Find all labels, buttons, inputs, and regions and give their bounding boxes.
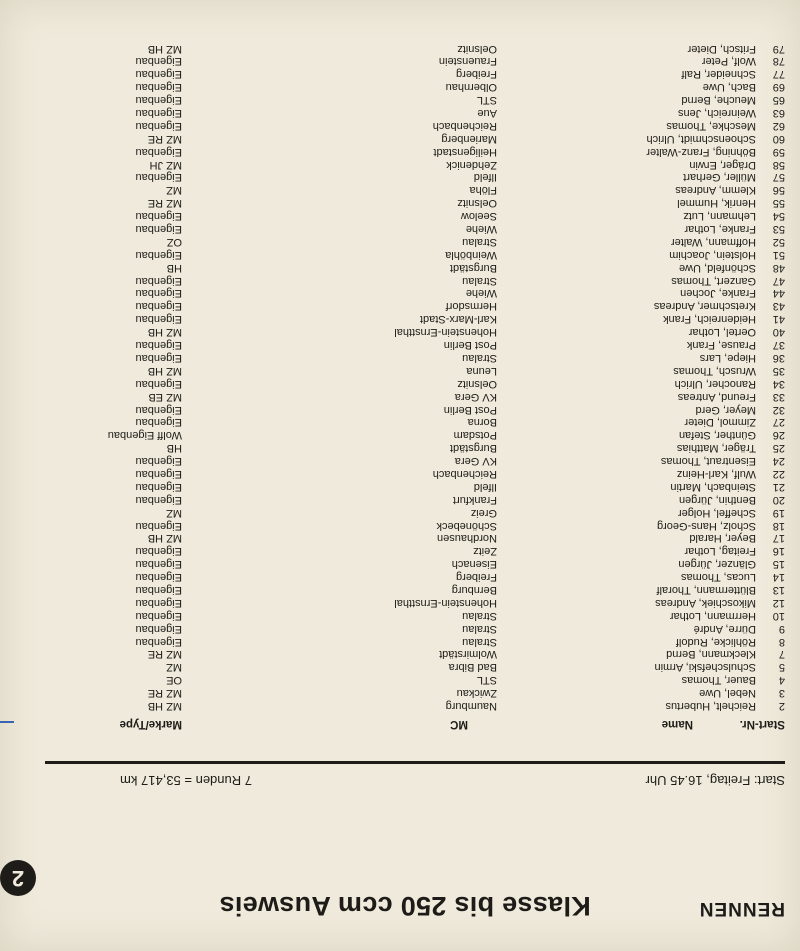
entry-club: KV Gera	[454, 390, 497, 403]
entry-start-nr: 34	[772, 377, 785, 390]
entry-make: Eigenbau	[135, 313, 182, 326]
entry-name: Wrusch, Thomas	[673, 364, 756, 377]
entry-row	[0, 544, 800, 557]
entry-name: Hoffmann, Walter	[671, 235, 756, 248]
entry-start-nr: 60	[772, 132, 785, 145]
entry-start-nr: 24	[772, 455, 785, 468]
entry-make: Eigenbau	[135, 68, 182, 81]
entry-name: Günther, Stefan	[678, 429, 756, 442]
entry-row	[0, 480, 800, 493]
entry-club: Bernburg	[451, 583, 497, 596]
entry-name: Schoenschmidt, Ulrich	[646, 132, 756, 145]
entry-name: Eisentraut, Thomas	[660, 455, 756, 468]
entry-name: Wulf, Karl-Heinz	[676, 467, 756, 480]
entry-start-nr: 79	[772, 42, 785, 55]
entry-club: Flöha	[469, 184, 497, 197]
entry-start-nr: 78	[772, 55, 785, 68]
entry-start-nr: 52	[772, 235, 785, 248]
entry-name: Schulschefski, Armin	[654, 661, 756, 674]
entry-row	[0, 596, 800, 609]
entry-club: Heiligenstadt	[433, 145, 497, 158]
entry-row	[0, 648, 800, 661]
entry-name: Prause, Frank	[686, 339, 756, 352]
entry-start-nr: 4	[778, 674, 785, 687]
entry-club: Stralau	[462, 635, 497, 648]
entry-club: Wiehe	[465, 287, 497, 300]
entry-start-nr: 62	[772, 119, 785, 132]
entry-club: Oelsnitz	[457, 197, 497, 210]
entry-row	[0, 80, 800, 93]
entry-start-nr: 56	[772, 184, 785, 197]
entry-row	[0, 287, 800, 300]
entry-start-nr: 10	[772, 609, 785, 622]
entry-row	[0, 660, 800, 673]
entry-row	[0, 622, 800, 635]
entry-row	[0, 493, 800, 506]
pen-mark	[0, 721, 14, 723]
entry-club: Borna	[467, 416, 497, 429]
entry-club: Greiz	[470, 506, 497, 519]
entry-row	[0, 467, 800, 480]
entry-name: Böhning, Franz-Walter	[646, 145, 756, 158]
entry-club: Zwickau	[456, 687, 497, 700]
entry-make: Eigenbau	[135, 416, 182, 429]
entry-start-nr: 15	[772, 558, 785, 571]
entry-make: Eigenbau	[135, 300, 182, 313]
entry-name: Freitag, Lothar	[684, 545, 756, 558]
entry-name: Träger, Matthias	[676, 442, 756, 455]
entry-row	[0, 300, 800, 313]
entry-name: Henrik, Hummel	[677, 197, 756, 210]
entry-row	[0, 106, 800, 119]
entry-club: Zehdenick	[446, 158, 497, 171]
entry-row	[0, 506, 800, 519]
entry-start-nr: 8	[778, 635, 785, 648]
entry-row	[0, 364, 800, 377]
class-title: Klasse bis 250 ccm Ausweis	[219, 891, 591, 921]
col-header-mc: MC	[450, 718, 468, 730]
entry-start-nr: 13	[772, 583, 785, 596]
entry-club: Freiberg	[456, 571, 497, 584]
entry-make: Eigenbau	[135, 119, 182, 132]
entry-club: Oelsnitz	[457, 377, 497, 390]
entry-club: Zeitz	[473, 545, 497, 558]
entry-row	[0, 673, 800, 686]
entry-start-nr: 53	[772, 223, 785, 236]
entry-row	[0, 570, 800, 583]
entry-start-nr: 33	[772, 390, 785, 403]
entry-row	[0, 699, 800, 712]
entry-row	[0, 132, 800, 145]
entry-club: Marienberg	[441, 132, 497, 145]
entry-club: Aue	[477, 107, 497, 120]
entry-make: Eigenbau	[135, 55, 182, 68]
entry-row	[0, 377, 800, 390]
entry-make: Eigenbau	[135, 403, 182, 416]
entry-name: Scholz, Hans-Georg	[656, 519, 756, 532]
entry-name: Dürre, André	[693, 622, 756, 635]
entry-name: Dräger, Erwin	[689, 158, 756, 171]
entry-row	[0, 609, 800, 622]
entry-row	[0, 454, 800, 467]
entry-start-nr: 37	[772, 339, 785, 352]
entry-make: Wolff Eigenbau	[107, 429, 182, 442]
entry-club: Schönebeck	[436, 519, 497, 532]
entry-start-nr: 17	[772, 532, 785, 545]
entry-start-nr: 14	[772, 571, 785, 584]
entry-name: Schneider, Ralf	[681, 68, 756, 81]
entry-make: Eigenbau	[135, 455, 182, 468]
entry-start-nr: 3	[778, 687, 785, 700]
entry-start-nr: 26	[772, 429, 785, 442]
entry-start-nr: 43	[772, 300, 785, 313]
entry-make: Eigenbau	[135, 558, 182, 571]
entry-make: MZ RE	[147, 687, 182, 700]
entry-make: Eigenbau	[135, 519, 182, 532]
entry-name: Benthin, Jürgen	[678, 493, 756, 506]
entry-name: Hiepe, Lars	[699, 351, 756, 364]
entry-make: Eigenbau	[135, 171, 182, 184]
entry-make: Eigenbau	[135, 467, 182, 480]
entry-club: STL	[476, 674, 497, 687]
entry-make: Eigenbau	[135, 583, 182, 596]
entry-row	[0, 686, 800, 699]
entry-start-nr: 18	[772, 519, 785, 532]
entry-start-nr: 16	[772, 545, 785, 558]
entry-make: Eigenbau	[135, 274, 182, 287]
entry-list	[0, 42, 800, 712]
entry-club: Nordhausen	[437, 532, 497, 545]
entry-row	[0, 55, 800, 68]
entry-name: Steinbach, Martin	[670, 480, 756, 493]
entry-start-nr: 36	[772, 351, 785, 364]
entry-row	[0, 171, 800, 184]
entry-make: MZ	[166, 661, 182, 674]
entry-name: Zimmol, Dieter	[684, 416, 756, 429]
entry-make: MZ HB	[147, 364, 182, 377]
entry-row	[0, 93, 800, 106]
entry-make: Eigenbau	[135, 609, 182, 622]
entry-start-nr: 22	[772, 467, 785, 480]
entry-start-nr: 7	[778, 648, 785, 661]
entry-club: Potsdam	[453, 429, 497, 442]
entry-club: Freiberg	[456, 68, 497, 81]
entry-name: Bauer, Thomas	[681, 674, 756, 687]
entry-make: Eigenbau	[135, 287, 182, 300]
entry-make: Eigenbau	[135, 107, 182, 120]
entry-start-nr: 48	[772, 261, 785, 274]
entry-row	[0, 67, 800, 80]
entry-club: Ilfeld	[473, 480, 497, 493]
entry-club: Naumburg	[445, 700, 497, 712]
entry-start-nr: 9	[778, 622, 785, 635]
entry-make: MZ RE	[147, 197, 182, 210]
entry-name: Meschke, Thomas	[666, 119, 756, 132]
entry-make: MZ HB	[147, 532, 182, 545]
entry-name: Ranocher, Ulrich	[674, 377, 756, 390]
entry-row	[0, 158, 800, 171]
entry-row	[0, 248, 800, 261]
entry-club: Stralau	[462, 351, 497, 364]
entry-row	[0, 325, 800, 338]
entry-club: Hohenstein-Ernstthal	[394, 326, 497, 339]
entry-make: MZ HB	[147, 326, 182, 339]
entry-club: Hohenstein-Ernstthal	[394, 596, 497, 609]
rennen-label: RENNEN	[698, 898, 785, 919]
entry-row	[0, 222, 800, 235]
entry-name: Wolf, Peter	[701, 55, 756, 68]
entry-club: Leuna	[466, 364, 497, 377]
col-header-marke: Marke/Type	[119, 718, 182, 730]
entry-make: MZ EB	[148, 390, 182, 403]
entry-row	[0, 145, 800, 158]
entry-name: Kretschmer, Andreas	[653, 300, 756, 313]
entry-name: Weinreich, Jens	[677, 107, 756, 120]
entry-start-nr: 63	[772, 107, 785, 120]
entry-name: Schönfeld, Uwe	[678, 261, 756, 274]
entry-start-nr: 55	[772, 197, 785, 210]
entry-club: Hermsdorf	[445, 300, 497, 313]
entry-row	[0, 428, 800, 441]
entry-start-nr: 40	[772, 326, 785, 339]
entry-club: Stralau	[462, 235, 497, 248]
entry-row	[0, 635, 800, 648]
entry-row	[0, 183, 800, 196]
entry-start-nr: 19	[772, 506, 785, 519]
entry-row	[0, 235, 800, 248]
entry-club: Post Berlin	[443, 403, 497, 416]
entry-name: Fritsch, Dieter	[687, 42, 756, 55]
entry-club: Burgstädt	[449, 261, 497, 274]
entry-start-nr: 59	[772, 145, 785, 158]
entry-row	[0, 312, 800, 325]
entry-make: HB	[166, 261, 182, 274]
entry-make: HB	[166, 442, 182, 455]
entry-club: Post Berlin	[443, 339, 497, 352]
entry-make: MZ RE	[147, 132, 182, 145]
entry-row	[0, 403, 800, 416]
entry-make: Eigenbau	[135, 248, 182, 261]
entry-name: Meyer, Gerd	[695, 403, 756, 416]
entry-make: Eigenbau	[135, 377, 182, 390]
entry-club: Ilfeld	[473, 171, 497, 184]
entry-start-nr: 5	[778, 661, 785, 674]
entry-club: Seelow	[460, 210, 497, 223]
entry-name: Herrmann, Lothar	[669, 609, 756, 622]
entry-start-nr: 54	[772, 210, 785, 223]
entry-make: MZ	[166, 506, 182, 519]
divider-rule	[45, 761, 785, 764]
entry-make: OE	[166, 674, 182, 687]
entry-name: Ganzert, Thomas	[671, 274, 756, 287]
entry-name: Kleckmann, Bernd	[666, 648, 756, 661]
entry-row	[0, 583, 800, 596]
entry-start-nr: 35	[772, 364, 785, 377]
entry-club: Oelsnitz	[457, 42, 497, 55]
entry-make: Eigenbau	[135, 545, 182, 558]
entry-club: Eisenach	[451, 558, 497, 571]
race-header	[25, 865, 785, 925]
entry-start-nr: 44	[772, 287, 785, 300]
entry-club: Stralau	[462, 622, 497, 635]
col-header-name: Name	[661, 718, 693, 730]
entry-name: Franke, Lothar	[684, 223, 756, 236]
entry-row	[0, 519, 800, 532]
entry-make: Eigenbau	[135, 571, 182, 584]
col-header-start-nr: Start-Nr.	[739, 718, 785, 730]
entry-name: Röhlicke, Rudolf	[675, 635, 756, 648]
entry-start-nr: 57	[772, 171, 785, 184]
entry-row	[0, 196, 800, 209]
entry-row	[0, 390, 800, 403]
entry-make: Eigenbau	[135, 493, 182, 506]
entry-name: Oertel, Lothar	[688, 326, 756, 339]
entry-start-nr: 21	[772, 480, 785, 493]
entry-name: Lucas, Thomas	[680, 571, 756, 584]
entry-make: Eigenbau	[135, 635, 182, 648]
entry-make: Eigenbau	[135, 145, 182, 158]
entry-club: Wolmirstädt	[439, 648, 497, 661]
entry-name: Müller, Gerhart	[683, 171, 756, 184]
entry-name: Mikoschiek, Andreas	[655, 596, 756, 609]
entry-name: Beyer, Harald	[689, 532, 756, 545]
entry-make: Eigenbau	[135, 622, 182, 635]
entry-row	[0, 557, 800, 570]
entry-make: MZ RE	[147, 648, 182, 661]
entry-start-nr: 2	[778, 700, 785, 712]
entry-start-nr: 65	[772, 94, 785, 107]
entry-club: Karl-Marx-Stadt	[419, 313, 497, 326]
entry-make: Eigenbau	[135, 339, 182, 352]
entry-name: Heidenreich, Frank	[663, 313, 756, 326]
entry-make: MZ	[166, 184, 182, 197]
entry-club: Burgstädt	[449, 442, 497, 455]
entry-club: Olbernhau	[445, 81, 497, 94]
entry-make: Eigenbau	[135, 351, 182, 364]
start-info: Start: Freitag, 16.45 Uhr	[645, 773, 785, 788]
entry-club: Stralau	[462, 274, 497, 287]
column-headers	[0, 714, 800, 730]
entry-club: Weinböhla	[445, 248, 497, 261]
entry-name: Lehmann, Lutz	[683, 210, 756, 223]
entry-row	[0, 351, 800, 364]
entry-start-nr: 77	[772, 68, 785, 81]
entry-start-nr: 27	[772, 416, 785, 429]
laps-info: 7 Runden = 53,417 km	[120, 773, 252, 788]
entry-row	[0, 42, 800, 55]
entry-row	[0, 274, 800, 287]
entry-name: Nebel, Uwe	[699, 687, 756, 700]
entry-name: Franke, Jochen	[680, 287, 756, 300]
entry-make: Eigenbau	[135, 596, 182, 609]
entry-name: Blüttermann, Thoralf	[656, 583, 756, 596]
entry-row	[0, 338, 800, 351]
entry-club: Stralau	[462, 609, 497, 622]
entry-name: Bach, Uwe	[702, 81, 756, 94]
entry-row	[0, 532, 800, 545]
entry-start-nr: 69	[772, 81, 785, 94]
entry-club: Reichenbach	[432, 119, 497, 132]
entry-name: Holstein, Joachim	[669, 248, 756, 261]
entry-start-nr: 58	[772, 158, 785, 171]
entry-make: MZ HB	[147, 42, 182, 55]
entry-make: OZ	[166, 235, 182, 248]
entry-make: Eigenbau	[135, 210, 182, 223]
entry-start-nr: 25	[772, 442, 785, 455]
entry-club: Frauenstein	[438, 55, 497, 68]
entry-club: Bad Bibra	[448, 661, 497, 674]
entry-name: Freund, Antreas	[677, 390, 756, 403]
entry-club: Frankfurt	[452, 493, 497, 506]
entry-name: Klemm, Andreas	[675, 184, 756, 197]
entry-name: Meuche, Bernd	[681, 94, 756, 107]
entry-make: MZ HB	[147, 700, 182, 712]
entry-club: Wiehe	[465, 223, 497, 236]
entry-name: Glänzer, Jürgen	[678, 558, 756, 571]
entry-row	[0, 261, 800, 274]
entry-club: STL	[476, 94, 497, 107]
entry-club: Reichenbach	[432, 467, 497, 480]
entry-make: Eigenbau	[135, 223, 182, 236]
race-number: 2	[0, 860, 36, 896]
entry-make: Eigenbau	[135, 81, 182, 94]
entry-start-nr: 51	[772, 248, 785, 261]
entry-make: Eigenbau	[135, 94, 182, 107]
entry-start-nr: 20	[772, 493, 785, 506]
entry-row	[0, 416, 800, 429]
entry-start-nr: 41	[772, 313, 785, 326]
entry-make: MZ JH	[149, 158, 182, 171]
entry-row	[0, 209, 800, 222]
entry-row	[0, 119, 800, 132]
entry-start-nr: 32	[772, 403, 785, 416]
entry-start-nr: 47	[772, 274, 785, 287]
entry-name: Scheffel, Holger	[677, 506, 756, 519]
entry-make: Eigenbau	[135, 480, 182, 493]
entry-row	[0, 441, 800, 454]
entry-name: Reichelt, Hubertus	[665, 700, 756, 712]
entry-start-nr: 12	[772, 596, 785, 609]
entry-club: KV Gera	[454, 455, 497, 468]
